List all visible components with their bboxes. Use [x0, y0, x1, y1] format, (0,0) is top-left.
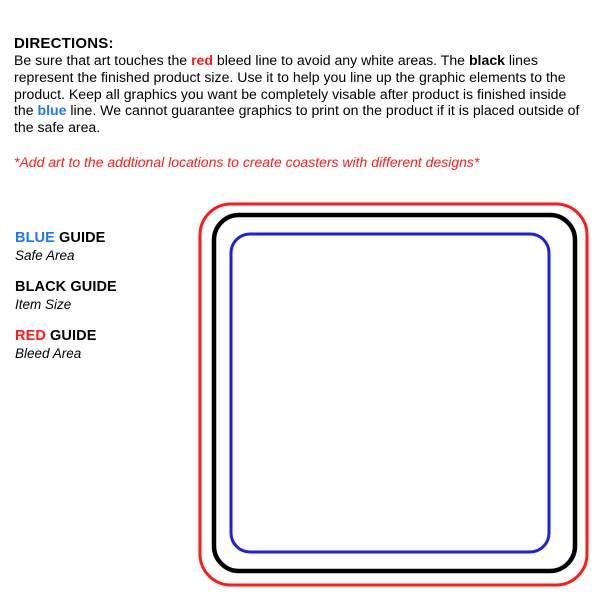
directions-text — [14, 52, 588, 136]
directions-text-part-3: lines represent the finished product size. Use it to help you line up the graphic elements to the product. Keep all graphics you want be completely visable after product is finished inside the — [14, 52, 567, 119]
red-keyword: red — [191, 52, 213, 68]
red-guide-title — [15, 328, 185, 345]
black-guide-title: BLACK GUIDE — [15, 279, 117, 295]
directions-text-part-4: line. We cannot guarantee graphics to print on the product if it is placed outside of the safe area. — [14, 102, 580, 136]
blue-guide-subtitle: Safe Area — [15, 248, 75, 263]
directions-text-part-2: bleed line to avoid any white areas. The — [213, 52, 469, 68]
guide-legend — [15, 230, 185, 377]
black-guide-subtitle: Item Size — [15, 297, 72, 312]
blue-guide-title — [15, 230, 185, 247]
blue-safe-area-guide-line — [231, 234, 549, 552]
red-bleed-guide-line — [200, 204, 587, 585]
red-color-word: RED — [15, 328, 46, 344]
black-guide-legend — [15, 279, 185, 313]
red-guide-legend — [15, 328, 185, 362]
black-item-size-guide-line — [214, 215, 575, 571]
blue-keyword: blue — [37, 102, 67, 119]
directions-heading: DIRECTIONS: — [14, 35, 114, 52]
blue-guide-title-suffix: GUIDE — [54, 230, 106, 246]
red-guide-subtitle: Bleed Area — [15, 346, 82, 361]
blue-color-word: BLUE — [15, 230, 55, 246]
design-locations-note: *Add art to the addtional locations to create coasters with different designs* — [14, 154, 480, 170]
blue-guide-legend — [15, 230, 185, 264]
red-guide-title-suffix: GUIDE — [45, 328, 97, 344]
black-keyword: black — [468, 52, 505, 68]
directions-text-part-1: Be sure that art touches the — [14, 52, 192, 68]
